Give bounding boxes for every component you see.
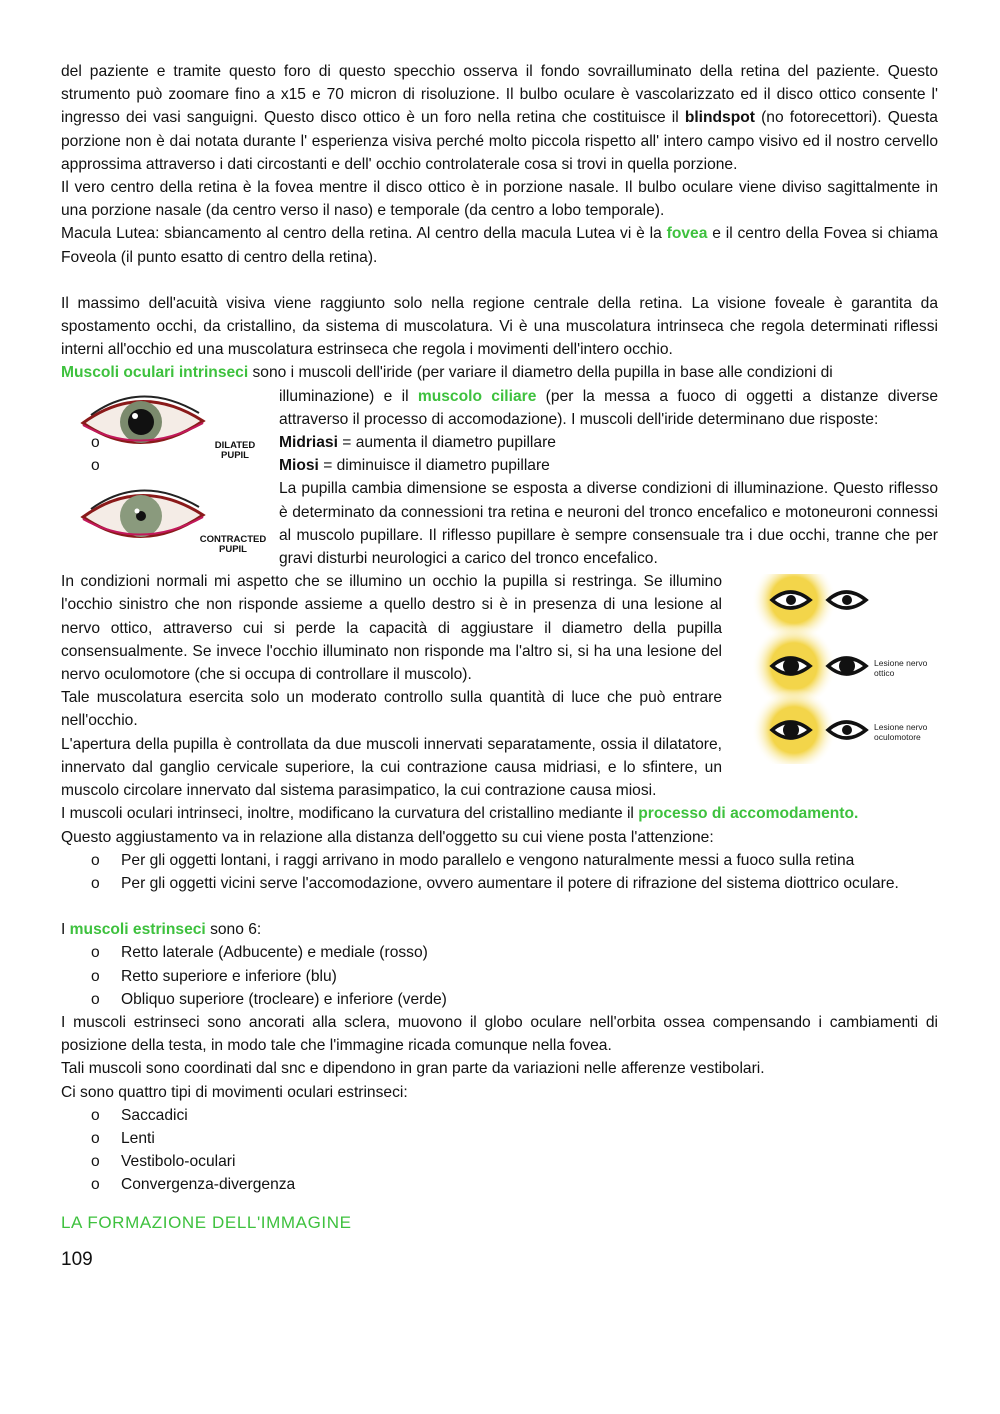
section-heading: LA FORMAZIONE DELL'IMMAGINE	[61, 1212, 352, 1232]
list-item: o Per gli oggetti vicini serve l'accomodazione, ovvero aumentare il potere di rifrazione del sistema diottrico oculare.	[61, 872, 938, 895]
highlight-term: muscoli estrinseci	[69, 921, 206, 939]
paragraph-macula	[61, 222, 938, 268]
paragraph-pupil-muscles: L'apertura della pupilla è controllata da due muscoli innervati separatamente, ossia il dilatatore, innervato dal ganglio cervicale superiore, la cui contrazione causa midriasi, e lo sfintere, un muscolo circolare innervato dal sistema parasimpatico, la cui contrazione causa miosi.	[61, 735, 722, 800]
list-item: o Saccadici	[61, 1104, 938, 1127]
paragraph-coordination: Tali muscoli sono coordinati dal snc e dipendono in gran parte da variazioni nelle afferenze vestibolari.	[61, 1060, 765, 1078]
list-item: o Per gli oggetti lontani, i raggi arrivano in modo parallelo e vengono naturalmente messi a fuoco sulla retina	[61, 849, 938, 872]
text: sono i muscoli dell'iride (per variare il diametro della pupilla in base alle condizioni di	[248, 364, 833, 382]
contracted-pupil-label: CONTRACTED PUPIL	[199, 533, 267, 555]
paragraph-visual-acuity: Il massimo dell'acuità visiva viene raggiunto solo nella regione centrale della retina. La visione foveale è garantita da spostamento occhi, da cristallino, da sistema di muscolatura. Vi è una muscolatura intrinseca che regola determinati riflessi interni all'occhio ed una muscolatura estrinseca che regola i movimenti dell'intero occhio.	[61, 294, 938, 359]
document-page	[61, 60, 938, 1271]
movement-list	[61, 1104, 938, 1197]
text: I	[61, 921, 70, 939]
list-item: o Miosi = diminuisce il diametro pupillare	[61, 454, 938, 477]
highlight-term: muscolo ciliare	[417, 387, 537, 405]
list-item: o Lenti	[61, 1127, 938, 1150]
text: (per la messa a fuoco di oggetti a distanze diverse attraverso il processo di accomodazione). I muscoli dell'iride determinano due risposte:	[279, 387, 939, 428]
list-item: o Retto superiore e inferiore (blu)	[61, 965, 938, 988]
paragraph-extrinsic-count	[61, 918, 938, 941]
highlight-term: fovea	[666, 225, 708, 243]
list-item: o Retto laterale (Adbucente) e mediale (rosso)	[61, 941, 938, 964]
list-item: o Vestibolo-oculari	[61, 1150, 938, 1173]
paragraph-pupil-reflex: La pupilla cambia dimensione se esposta a diverse condizioni di illuminazione. Questo riflesso è determinato da connessioni tra retina e neuroni del tronco encefalico e motoneuroni connessi al muscolo pupillare. Il riflesso pupillare è sempre consensuale tra i due occhi, tranne che per gravi disturbi neurologici a carico del tronco encefalico.	[279, 480, 938, 568]
paragraph-reflex-lesion: In condizioni normali mi aspetto che se illumino un occhio la pupilla si restringa. Se illumino l'occhio sinistro che non risponde assieme a quello destro si è in presenza di una lesione al nervo ottico, attraverso cui si perde la capacità di aggiustare il diametro della pupilla consensualmente. Se invece l'occhio illuminato non risponde ma l'altro si, si ha una lesione del nervo oculomotore (che si occupa di controllare il muscolo).	[61, 573, 722, 684]
dilated-pupil-label: DILATED PUPIL	[214, 439, 256, 461]
paragraph-light-control: Tale muscolatura esercita solo un moderato controllo sulla quantità di luce che può entrare nell'occhio.	[61, 689, 722, 730]
highlight-term: Muscoli oculari intrinseci	[61, 364, 249, 382]
accommodation-list	[61, 849, 938, 895]
optic-lesion-label: Lesione nervo ottico	[874, 658, 928, 679]
paragraph-ophthalmoscope	[61, 60, 938, 176]
text: e il centro della Fovea si chiama Foveola (il punto esatto di centro della retina).	[61, 225, 938, 266]
text: illuminazione) e il	[279, 387, 418, 405]
text: del paziente e tramite questo foro di questo specchio osserva il fondo sovrailluminato della retina del paziente. Questo strumento può zoomare fino a x15 e 70 micron di risoluzione. Il bulbo oculare è vascolarizzato ed il disco ottico consente l' ingresso dei vasi sanguigni. Questo disco ottico è un foro nella retina che costituisce il	[61, 63, 938, 127]
extrinsic-muscle-list	[61, 941, 938, 1011]
reflex-figure	[738, 574, 938, 764]
text: I muscoli oculari intrinseci, inoltre, modificano la curvatura del cristallino mediante il	[61, 805, 639, 823]
paragraph-intrinsic-intro	[61, 361, 938, 384]
page-number: 109	[61, 1248, 93, 1270]
iris-response-list	[61, 431, 938, 477]
paragraph-adjustment: Questo aggiustamento va in relazione alla distanza dell'oggetto su cui viene posta l'attenzione:	[61, 828, 714, 846]
oculomotor-lesion-label: Lesione nervo oculomotore	[874, 722, 928, 743]
paragraph-extrinsic-anchor: I muscoli estrinseci sono ancorati alla sclera, muovono il globo oculare nell'orbita ossea compensando i cambiamenti di posizione della testa, in modo tale che l'immagine ricada comunque nella fovea.	[61, 1013, 938, 1055]
text: Macula Lutea: sbiancamento al centro della retina. Al centro della macula Lutea vi è la	[61, 225, 667, 243]
paragraph-movement-types: Ci sono quattro tipi di movimenti oculari estrinseci:	[61, 1083, 408, 1101]
oculomotor-lesion-row	[752, 688, 866, 764]
list-item: o Midriasi = aumenta il diametro pupillare	[61, 431, 938, 454]
highlight-term: processo di accomodamento.	[638, 805, 859, 823]
text: (no fotorecettori). Questa porzione non è dai notata durante l' esperienza visiva perché molto piccola rispetto all' intero campo visivo ed il nostro cervello approssima attraverso i dati circostanti e dell' occhio controlaterale cosa si trovi in quella porzione.	[61, 109, 938, 173]
paragraph-accommodation	[61, 802, 938, 825]
list-item: o Convergenza-divergenza	[61, 1173, 938, 1196]
paragraph-fovea-center: Il vero centro della retina è la fovea mentre il disco ottico è in porzione nasale. Il bulbo oculare viene diviso sagittalmente in una porzione nasale (da centro verso il naso) e temporale (da centro a lobo temporale).	[61, 179, 938, 220]
bold-term: blindspot	[684, 109, 755, 127]
list-item: o Obliquo superiore (trocleare) e inferiore (verde)	[61, 988, 938, 1011]
contracted-eye-icon	[83, 490, 203, 537]
text: sono 6:	[205, 921, 262, 939]
